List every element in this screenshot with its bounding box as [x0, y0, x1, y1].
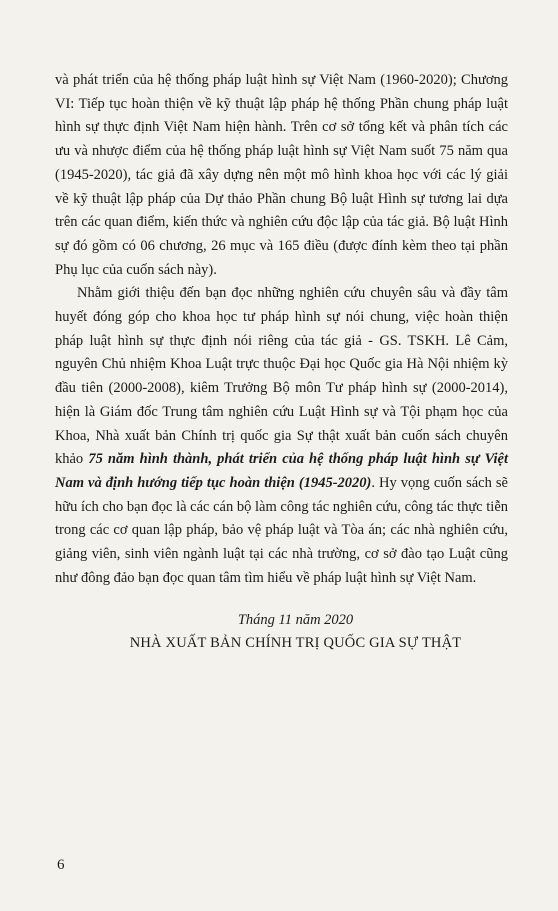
signoff-date: Tháng 11 năm 2020: [237, 612, 354, 628]
paragraph-continuation: và phát triển của hệ thống pháp luật hình sự Việt Nam (1960-2020); Chương VI: Tiếp tục hoàn thiện về kỹ thuật lập pháp hệ thống Phần chung pháp luật hình sự thực định Việt Nam hiện hành. Trên cơ sở tổng kết và phân tích các ưu và nhược điểm của hệ thống pháp luật hình sự Việt Nam suốt 75 năm qua (1945-2020), tác giả đã xây dựng nên một mô hình khoa học với các lý giải về kỹ thuật lập pháp của Dự thảo Phần chung Bộ luật Hình sự tương lai dựa trên các quan điểm, kiến thức và nghiên cứu độc lập của tác giả. Bộ luật Hình sự đó gồm có 06 chương, 26 mục và 165 điều (được đính kèm theo tại phần Phụ lục của cuốn sách này).: [55, 72, 508, 278]
body-text: [55, 69, 508, 590]
book-title: 75 năm hình thành, phát triển của hệ thống pháp luật hình sự Việt Nam và định hướng tiếp tục hoàn thiện (1945-2020): [55, 451, 509, 491]
paragraph-intro-text: Nhằm giới thiệu đến bạn đọc những nghiên cứu chuyên sâu và đầy tâm huyết đóng góp cho khoa học tư pháp hình sự nói chung, việc hoàn thiện pháp luật hình sự thực định nói riêng của tác giả - GS. TSKH. Lê Cảm, nguyên Chủ nhiệm Khoa Luật trực thuộc Đại học Quốc gia Hà Nội nhiệm kỳ đầu tiên (2000-2008), kiêm Trưởng Bộ môn Tư pháp hình sự (2000-2014), hiện là Giám đốc Trung tâm nghiên cứu Luật Hình sự và Tội phạm học của Khoa, Nhà xuất bản Chính trị quốc gia Sự thật xuất bản cuốn sách chuyên khảo: [55, 285, 508, 468]
page-number: 6: [57, 857, 65, 873]
paragraph-introduction: [55, 282, 508, 590]
paragraph-closing-text: . Hy vọng cuốn sách sẽ hữu ích cho bạn đọc là các cán bộ làm công tác nghiên cứu, công tác thực tiễn trong các cơ quan lập pháp, bảo vệ pháp luật và Tòa án; các nhà nghiên cứu, giảng viên, sinh viên ngành luật tại các nhà trường, cơ sở đào tạo Luật cũng như đông đảo bạn đọc quan tâm tìm hiểu về pháp luật hình sự Việt Nam.: [55, 474, 508, 586]
signoff-publisher: NHÀ XUẤT BẢN CHÍNH TRỊ QUỐC GIA SỰ THẬT: [129, 635, 462, 651]
signoff-block: [55, 609, 508, 655]
